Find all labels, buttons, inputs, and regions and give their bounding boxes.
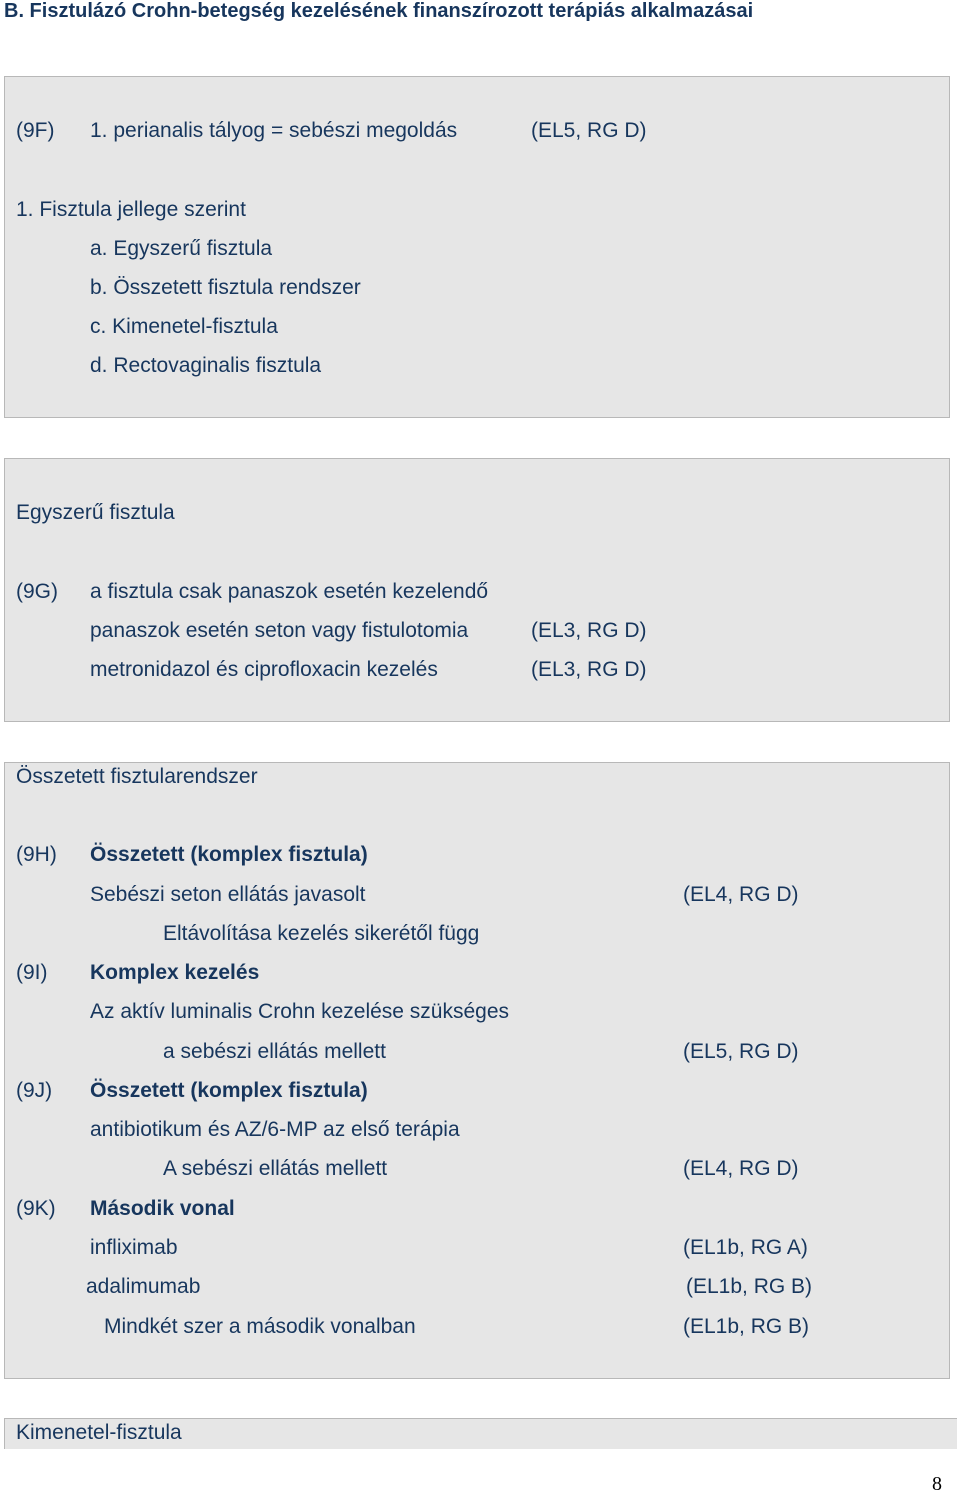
drug-name: adalimumab [86, 1275, 201, 1298]
recommendation-text: Mindkét szer a második vonalban [104, 1315, 416, 1338]
evidence-level: (EL5, RG D) [531, 119, 647, 142]
list-item: b. Összetett fisztula rendszer [90, 276, 361, 299]
section-title: Egyszerű fisztula [16, 501, 175, 524]
evidence-level: (EL3, RG D) [531, 619, 647, 642]
section-title: Összetett fisztularendszer [16, 765, 258, 788]
evidence-level: (EL1b, RG B) [686, 1275, 813, 1298]
recommendation-heading: Komplex kezelés [90, 961, 260, 984]
list-title: 1. Fisztula jellege szerint [16, 198, 246, 221]
recommendation-code-9h: (9H) [16, 843, 57, 866]
recommendation-heading: Összetett (komplex fisztula) [90, 843, 368, 866]
evidence-level: (EL1b, RG B) [683, 1315, 810, 1338]
list-item: d. Rectovaginalis fisztula [90, 354, 322, 377]
evidence-level: (EL5, RG D) [683, 1040, 799, 1063]
evidence-level: (EL1b, RG A) [683, 1236, 808, 1259]
recommendation-code-9k: (9K) [16, 1197, 56, 1220]
recommendation-code-9j: (9J) [16, 1079, 53, 1102]
recommendation-text: metronidazol és ciprofloxacin kezelés [90, 658, 438, 681]
evidence-level: (EL4, RG D) [683, 883, 799, 906]
recommendation-text: Eltávolítása kezelés sikerétől függ [163, 922, 480, 945]
recommendation-text: Az aktív luminalis Crohn kezelése szükséges [90, 1000, 510, 1023]
recommendation-code-9f: (9F) [16, 119, 55, 142]
recommendation-text: a fisztula csak panaszok esetén kezelendő [90, 580, 489, 603]
recommendation-text: a sebészi ellátás mellett [163, 1040, 386, 1063]
recommendation-code-9g: (9G) [16, 580, 58, 603]
recommendation-heading: Összetett (komplex fisztula) [90, 1079, 368, 1102]
list-item: c. Kimenetel-fisztula [90, 315, 278, 338]
page-number: 8 [932, 1473, 942, 1495]
recommendation-code-9i: (9I) [16, 961, 48, 984]
evidence-level: (EL4, RG D) [683, 1157, 799, 1180]
evidence-level: (EL3, RG D) [531, 658, 647, 681]
section-title: Kimenetel-fisztula [16, 1421, 182, 1444]
drug-name: infliximab [90, 1236, 178, 1259]
recommendation-heading: Második vonal [90, 1197, 235, 1220]
recommendation-text: A sebészi ellátás mellett [163, 1157, 388, 1180]
page-heading: B. Fisztulázó Crohn-betegség kezelésének finanszírozott terápiás alkalmazásai [4, 0, 754, 22]
recommendation-text: antibiotikum és AZ/6-MP az első terápia [90, 1118, 460, 1141]
recommendation-text: Sebészi seton ellátás javasolt [90, 883, 366, 906]
recommendation-text: panaszok esetén seton vagy fistulotomia [90, 619, 469, 642]
recommendation-text: 1. perianalis tályog = sebészi megoldás [90, 119, 458, 142]
list-item: a. Egyszerű fisztula [90, 237, 273, 260]
